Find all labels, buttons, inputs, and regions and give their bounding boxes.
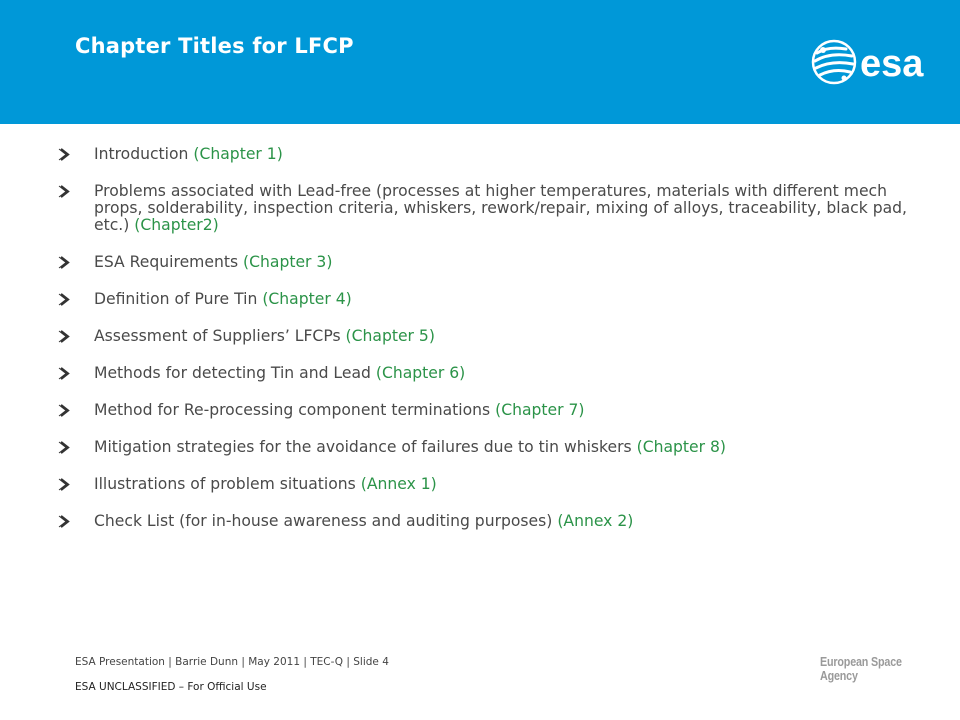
header-band — [0, 0, 960, 124]
footer-classification: ESA UNCLASSIFIED – For Official Use — [75, 681, 267, 693]
list-item — [58, 183, 938, 234]
chapter-ref: (Chapter2) — [134, 216, 219, 234]
list-item — [58, 291, 938, 308]
bullet-text: Illustrations of problem situations — [94, 475, 361, 493]
arrow-bullet-icon — [58, 183, 72, 200]
arrow-bullet-icon — [58, 439, 72, 456]
chapter-ref: (Chapter 4) — [262, 290, 352, 308]
list-item — [58, 328, 938, 345]
list-item — [58, 365, 938, 382]
list-item — [58, 146, 938, 163]
logo-text: esa — [860, 43, 924, 85]
slide-title: Chapter Titles for LFCP — [75, 34, 354, 58]
chapter-ref: (Chapter 6) — [375, 364, 466, 382]
arrow-bullet-icon — [58, 291, 72, 308]
footer-meta: ESA Presentation | Barrie Dunn | May 2011 | TEC-Q | Slide 4 — [75, 656, 389, 668]
list-item — [58, 254, 938, 271]
arrow-bullet-icon — [58, 146, 72, 163]
chapter-ref: (Chapter 8) — [636, 438, 726, 456]
bullet-text: Definition of Pure Tin — [94, 290, 263, 308]
list-item — [58, 402, 938, 419]
arrow-bullet-icon — [58, 476, 72, 493]
arrow-bullet-icon — [58, 513, 72, 530]
bullet-text: Methods for detecting Tin and Lead — [94, 364, 376, 382]
list-item — [58, 476, 938, 493]
chapter-ref: (Chapter 3) — [243, 253, 333, 271]
chapter-ref: (Chapter 5) — [345, 327, 435, 345]
chapter-ref: (Chapter 1) — [193, 145, 283, 163]
bullet-text: Method for Re-processing component terminations — [94, 401, 496, 419]
bullet-text: Introduction — [94, 145, 194, 163]
bullet-text: Problems associated with Lead-free (processes at higher temperatures, materials with different mech props, solderability, inspection criteria, whiskers, rework/repair, mixing of alloys, traceability, black pad, etc.) — [94, 182, 908, 234]
bullet-text: ESA Requirements — [94, 253, 244, 271]
chapter-ref: (Annex 1) — [360, 475, 437, 493]
bullet-text: Mitigation strategies for the avoidance of failures due to tin whiskers — [94, 438, 637, 456]
list-item — [58, 513, 938, 530]
esa-logo-icon — [808, 37, 938, 87]
list-item — [58, 439, 938, 456]
bullet-text: Assessment of Suppliers’ LFCPs — [94, 327, 346, 345]
footer-agency-wordmark: European Space Agency — [820, 655, 902, 683]
chapter-ref: (Annex 2) — [557, 512, 634, 530]
arrow-bullet-icon — [58, 402, 72, 419]
arrow-bullet-icon — [58, 328, 72, 345]
bullet-text: Check List (for in-house awareness and auditing purposes) — [94, 512, 558, 530]
chapter-ref: (Chapter 7) — [495, 401, 585, 419]
arrow-bullet-icon — [58, 365, 72, 382]
bullet-list — [58, 146, 938, 530]
arrow-bullet-icon — [58, 254, 72, 271]
